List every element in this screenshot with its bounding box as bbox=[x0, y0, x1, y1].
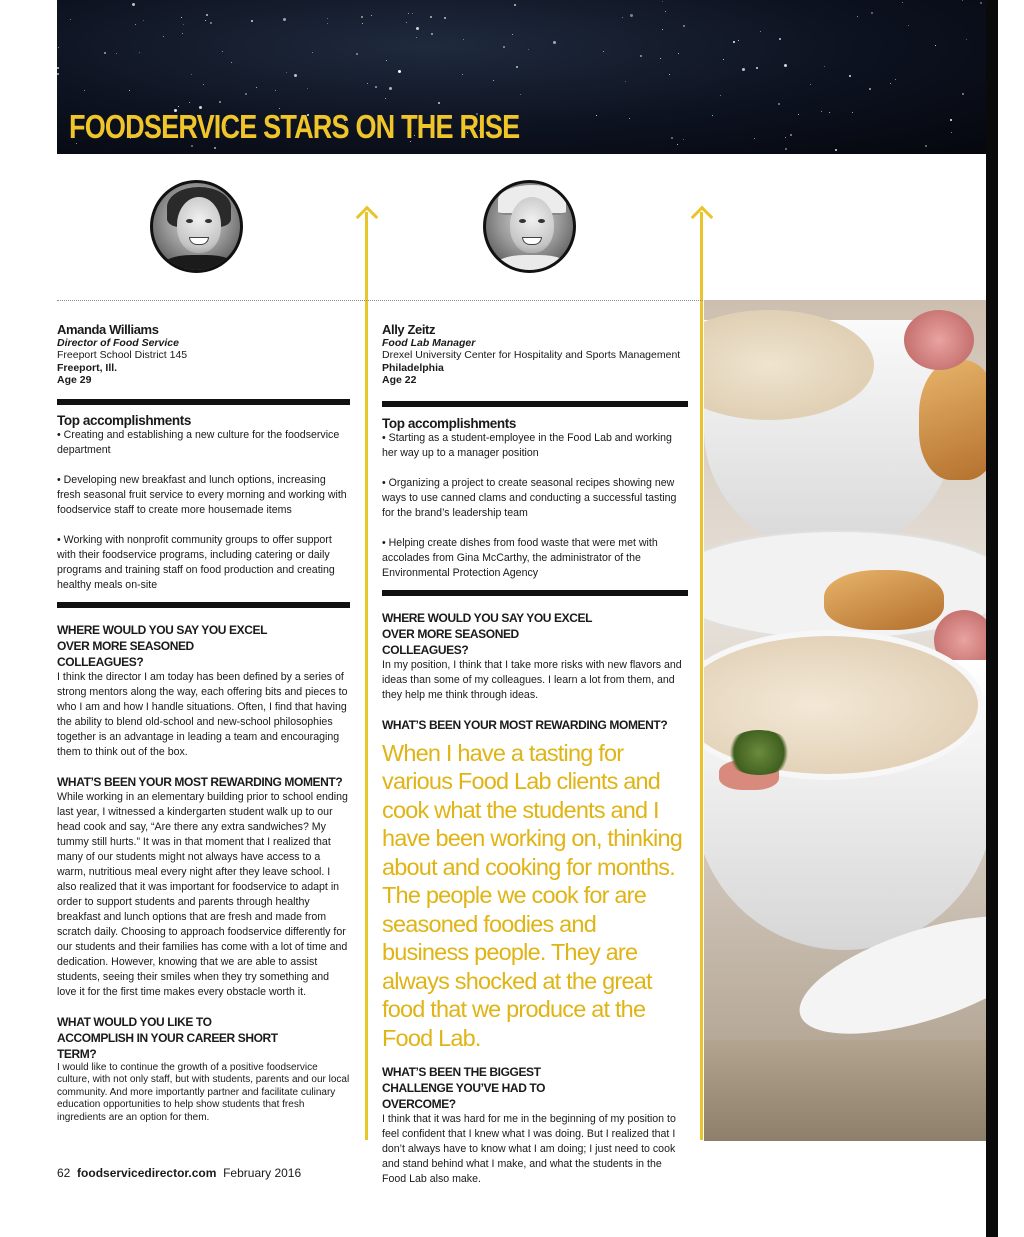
section-rule bbox=[57, 602, 350, 608]
star-icon bbox=[798, 114, 799, 115]
timeline-arrow-line bbox=[700, 212, 703, 1140]
star-icon bbox=[116, 53, 117, 54]
star-icon bbox=[135, 24, 136, 25]
star-icon bbox=[756, 67, 758, 69]
star-icon bbox=[516, 66, 518, 68]
star-icon bbox=[356, 53, 358, 55]
star-icon bbox=[908, 25, 909, 26]
answer-text: I think that it was hard for me in the beginning of my position to feel confident that I knew what I was doing. But I realized that I don’t always have to know what I am doing; I just need to cook and stand behind what I make, and what the students in the Food Lab also make. bbox=[382, 1113, 676, 1185]
profile-ally-zeitz bbox=[382, 322, 688, 1187]
star-icon bbox=[966, 39, 967, 40]
answer-text: I would like to continue the growth of a positive foodservice culture, with not only staff, but with students, parents and our local community. And more importantly partner and facilitate culinary education opportunities to help show students that fresh ingredients are an option for them. bbox=[57, 1061, 350, 1123]
star-icon bbox=[779, 38, 781, 40]
star-icon bbox=[785, 148, 787, 150]
star-icon bbox=[245, 93, 247, 95]
star-icon bbox=[514, 4, 516, 6]
star-icon bbox=[385, 98, 386, 99]
star-icon bbox=[362, 23, 363, 24]
page-number: 62 bbox=[57, 1166, 71, 1180]
star-icon bbox=[895, 79, 896, 80]
star-icon bbox=[951, 132, 952, 133]
portrait-eye bbox=[538, 219, 545, 223]
profile-name: Ally Zeitz bbox=[382, 322, 436, 337]
answer-text: I think the director I am today has been defined by a series of strong mentors along the way, each offering bits and pieces to who I am and how I handle situations. Often, I find that having the ability to blend old-school and new-school philosophies together is an advantage in leading a team and encouraging them to think out of the box. bbox=[57, 670, 348, 758]
star-icon bbox=[183, 24, 184, 25]
star-icon bbox=[412, 13, 413, 14]
star-icon bbox=[665, 11, 666, 12]
star-icon bbox=[678, 53, 679, 54]
portrait-eye bbox=[519, 219, 526, 223]
star-icon bbox=[463, 39, 464, 40]
star-icon bbox=[871, 12, 873, 14]
section-rule bbox=[382, 590, 688, 596]
arrow-up-icon bbox=[691, 206, 714, 229]
star-icon bbox=[191, 74, 192, 75]
star-icon bbox=[57, 73, 59, 75]
footer-site: foodservicedirector.com bbox=[77, 1166, 217, 1180]
star-icon bbox=[178, 106, 179, 107]
accomplishments-heading: Top accomplishments bbox=[57, 412, 191, 428]
star-icon bbox=[754, 138, 755, 139]
star-icon bbox=[857, 16, 858, 17]
star-icon bbox=[738, 40, 739, 41]
star-icon bbox=[462, 74, 463, 75]
question-heading: WHAT’S BEEN YOUR MOST REWARDING MOMENT? bbox=[57, 774, 343, 789]
star-icon bbox=[925, 145, 927, 147]
ham bbox=[904, 310, 974, 370]
portrait-body bbox=[161, 255, 237, 273]
star-icon bbox=[181, 17, 182, 18]
star-icon bbox=[57, 67, 59, 69]
star-icon bbox=[210, 22, 212, 24]
star-icon bbox=[406, 22, 407, 23]
star-icon bbox=[733, 41, 735, 43]
star-icon bbox=[671, 137, 673, 139]
star-icon bbox=[742, 68, 745, 71]
star-icon bbox=[950, 119, 952, 121]
star-icon bbox=[503, 46, 505, 48]
star-icon bbox=[677, 144, 678, 145]
profile-age: Age 29 bbox=[57, 374, 92, 386]
star-icon bbox=[528, 49, 529, 50]
star-icon bbox=[603, 51, 604, 52]
profile-name: Amanda Williams bbox=[57, 322, 159, 337]
star-icon bbox=[629, 118, 630, 119]
star-icon bbox=[683, 139, 684, 140]
star-icon bbox=[835, 149, 837, 151]
star-icon bbox=[625, 81, 626, 82]
star-icon bbox=[669, 74, 670, 75]
soup-photo bbox=[704, 300, 986, 1141]
profile-title: Food Lab Manager bbox=[382, 337, 476, 349]
star-icon bbox=[662, 29, 663, 30]
profile-location: Philadelphia bbox=[382, 361, 444, 374]
star-icon bbox=[294, 74, 297, 77]
portrait-body bbox=[494, 255, 570, 273]
star-icon bbox=[58, 47, 59, 48]
star-icon bbox=[810, 84, 811, 85]
star-icon bbox=[416, 37, 417, 38]
star-icon bbox=[824, 66, 825, 67]
profile-age: Age 22 bbox=[382, 374, 417, 386]
header-banner bbox=[57, 0, 986, 154]
accomplishment-item: • Developing new breakfast and lunch options, increasing fresh seasonal fruit service to every morning and working with foodservice staff to create more housemade items bbox=[57, 473, 347, 516]
page-edge bbox=[986, 0, 998, 1237]
question-heading: WHERE WOULD YOU SAY YOU EXCEL OVER MORE SEASONED COLLEAGUES? bbox=[57, 622, 267, 669]
star-icon bbox=[520, 94, 521, 95]
profile-location: Freeport, Ill. bbox=[57, 361, 118, 374]
star-icon bbox=[398, 70, 401, 73]
star-icon bbox=[129, 90, 130, 91]
star-icon bbox=[275, 90, 276, 91]
star-icon bbox=[720, 95, 721, 96]
accomplishments-heading: Top accomplishments bbox=[382, 415, 516, 431]
question-heading: WHERE WOULD YOU SAY YOU EXCEL OVER MORE SEASONED COLLEAGUES? bbox=[382, 610, 592, 657]
star-icon bbox=[205, 20, 206, 21]
star-icon bbox=[512, 34, 513, 35]
portrait-eye bbox=[205, 219, 212, 223]
star-icon bbox=[189, 102, 190, 103]
star-icon bbox=[438, 102, 440, 104]
profile-title: Director of Food Service bbox=[57, 337, 179, 349]
star-icon bbox=[935, 45, 936, 46]
page-title: FOODSERVICE STARS ON THE RISE bbox=[69, 108, 520, 145]
star-icon bbox=[231, 62, 232, 63]
page-footer bbox=[57, 1166, 301, 1180]
profile-organization: Drexel University Center for Hospitality and Sports Management bbox=[382, 349, 681, 361]
star-icon bbox=[622, 17, 623, 18]
portrait-ally-zeitz bbox=[483, 180, 576, 273]
star-icon bbox=[286, 72, 287, 73]
star-icon bbox=[683, 25, 685, 27]
accomplishment-item: • Creating and establishing a new culture for the foodservice department bbox=[57, 428, 340, 456]
star-icon bbox=[760, 31, 761, 32]
star-icon bbox=[712, 115, 713, 116]
star-icon bbox=[784, 64, 787, 67]
star-icon bbox=[84, 90, 85, 91]
star-icon bbox=[553, 41, 556, 44]
star-icon bbox=[790, 134, 792, 136]
star-icon bbox=[431, 33, 433, 35]
section-rule bbox=[382, 401, 688, 407]
star-icon bbox=[251, 20, 253, 22]
star-icon bbox=[660, 58, 661, 59]
question-heading: WHAT’S BEEN YOUR MOST REWARDING MOMENT? bbox=[382, 717, 668, 732]
accomplishment-item: • Working with nonprofit community groups to offer support with their foodservice programs, including catering or daily programs and training staff on food production and creating healthy meals on-site bbox=[57, 533, 335, 591]
star-icon bbox=[307, 88, 308, 89]
star-icon bbox=[163, 36, 164, 37]
star-icon bbox=[444, 17, 446, 19]
star-icon bbox=[630, 14, 633, 17]
footer-date: February 2016 bbox=[223, 1166, 302, 1180]
star-icon bbox=[890, 83, 891, 84]
star-icon bbox=[723, 59, 724, 60]
star-icon bbox=[367, 83, 368, 84]
star-icon bbox=[980, 2, 982, 4]
profile-amanda-williams bbox=[57, 322, 350, 1124]
star-icon bbox=[778, 103, 780, 105]
toast bbox=[824, 570, 944, 630]
star-icon bbox=[849, 75, 851, 77]
answer-text: In my position, I think that I take more risks with new flavors and ideas than some of my colleagues. I learn a lot from them, and they help me think through ideas. bbox=[382, 658, 682, 701]
star-icon bbox=[662, 1, 663, 2]
star-icon bbox=[416, 27, 419, 30]
star-icon bbox=[408, 13, 409, 14]
star-icon bbox=[132, 3, 135, 6]
star-icon bbox=[139, 52, 140, 53]
star-icon bbox=[962, 0, 963, 1]
star-icon bbox=[104, 52, 106, 54]
star-icon bbox=[327, 18, 328, 19]
star-icon bbox=[386, 60, 387, 61]
question-heading: WHAT WOULD YOU LIKE TO ACCOMPLISH IN YOUR CAREER SHORT TERM? bbox=[57, 1014, 278, 1061]
star-icon bbox=[375, 86, 377, 88]
napkin bbox=[704, 1040, 986, 1141]
star-icon bbox=[640, 55, 642, 57]
herb-garnish bbox=[724, 730, 794, 775]
pull-quote: When I have a tasting for various Food Lab clients and cook what the students and I have been working on, thinking about and cooking for months. The people we cook for are seasoned foodies and business people. They are always shocked at the great food that we produce at the Food Lab. bbox=[382, 739, 682, 1051]
star-icon bbox=[493, 80, 494, 81]
star-icon bbox=[70, 19, 71, 20]
arrow-up-icon bbox=[356, 206, 379, 229]
star-icon bbox=[203, 84, 204, 85]
portrait-eye bbox=[186, 219, 193, 223]
star-icon bbox=[256, 87, 257, 88]
accomplishment-item: • Organizing a project to create seasonal recipes showing new ways to use canned clams and conducting a successful tasting for the brand’s leadership team bbox=[382, 476, 677, 519]
star-icon bbox=[361, 16, 363, 18]
star-icon bbox=[327, 23, 328, 24]
star-icon bbox=[829, 112, 830, 113]
star-icon bbox=[222, 51, 223, 52]
accomplishment-item: • Starting as a student-employee in the Food Lab and working her way up to a manager position bbox=[382, 431, 672, 459]
accomplishment-item: • Helping create dishes from food waste that were met with accolades from Gina McCarthy, the administrator of the Environmental Protection Agency bbox=[382, 536, 658, 579]
star-icon bbox=[430, 16, 432, 18]
star-icon bbox=[312, 52, 313, 53]
star-icon bbox=[371, 15, 372, 16]
star-icon bbox=[219, 101, 221, 103]
star-icon bbox=[869, 88, 871, 90]
section-rule bbox=[57, 399, 350, 405]
star-icon bbox=[389, 87, 392, 90]
dotted-divider bbox=[57, 300, 703, 301]
profile-organization: Freeport School District 145 bbox=[57, 349, 188, 361]
star-icon bbox=[283, 18, 286, 21]
star-icon bbox=[182, 33, 183, 34]
star-icon bbox=[596, 115, 597, 116]
star-icon bbox=[962, 93, 964, 95]
star-icon bbox=[785, 137, 786, 138]
question-heading: WHAT’S BEEN THE BIGGEST CHALLENGE YOU’VE HAD TO OVERCOME? bbox=[382, 1065, 546, 1111]
answer-text: While working in an elementary building prior to school ending last year, I witnessed a kindergarten student walk up to our head cook and say, “Are there any extra sandwiches? My tummy still hurts.” It was in that moment that I realized that many of our students might not always have access to a warm, nutritious meal every night after they leave school. I also realized that it was important for foodservice to adapt in order to support students and parents through healthy breakfast and lunch options that are fresh and made from scratch daily. Choosing to approach foodservice differently for our students and their families has come with a lot of time and dedication. However, knowing that we are able to assist students, seeing their smiles when they try something and love it for the first time makes every obstacle worth it. bbox=[57, 790, 348, 998]
portrait-amanda-williams bbox=[150, 180, 243, 273]
star-icon bbox=[206, 14, 208, 16]
toast bbox=[919, 360, 986, 480]
star-icon bbox=[143, 20, 144, 21]
star-icon bbox=[821, 111, 822, 112]
star-icon bbox=[902, 2, 903, 3]
star-icon bbox=[214, 147, 216, 149]
star-icon bbox=[852, 112, 853, 113]
timeline-arrow-line bbox=[365, 212, 368, 1140]
